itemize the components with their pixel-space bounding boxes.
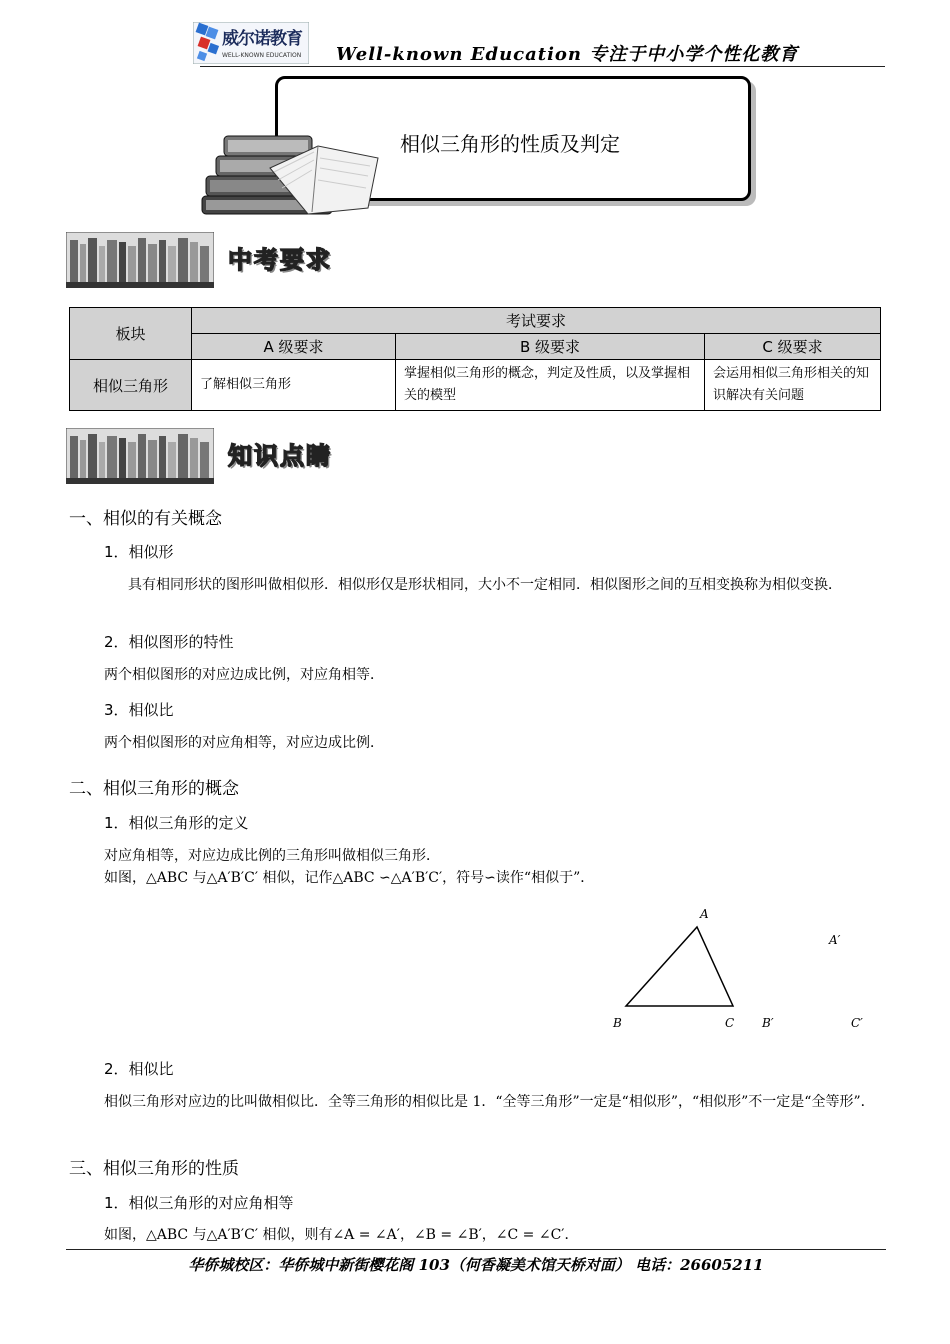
bookshelf-icon (66, 428, 214, 484)
knowledge-points-heading: 知识点睛 (228, 442, 332, 470)
paragraph-2-1-definition: 对应角相等，对应边成比例的三角形叫做相似三角形． (104, 848, 440, 864)
books-icon (200, 128, 400, 222)
table-header-level-c: C 级要求 (705, 334, 881, 360)
exam-requirements-heading: 中考要求 (228, 246, 332, 274)
subheading-1-2: 2．相似图形的特性 (104, 633, 234, 651)
paragraph-2-1-notation: 如图，△ABC 与△A′B′C′ 相似，记作△ABC ∽△A′B′C′，符号∽读作“相似于”． (104, 870, 595, 886)
paragraph-1-1: 具有相同形状的图形叫做相似形．相似形仅是形状相同，大小不一定相同．相似图形之间的互相变换称为相似变换． (128, 577, 842, 593)
table-header-level-b: B 级要求 (396, 334, 705, 360)
page-title: 相似三角形的性质及判定 (400, 132, 620, 156)
section-heading-1: 一、相似的有关概念 (69, 509, 222, 529)
header-slogan: Well-known Education 专注于中小学个性化教育 (336, 44, 799, 65)
table-header-block: 板块 (70, 308, 192, 360)
label-a-prime: A′ (829, 933, 841, 947)
label-b-prime: B′ (762, 1016, 774, 1030)
subheading-2-1: 1．相似三角形的定义 (104, 814, 249, 832)
logo-subtitle: WELL-KNOWN EDUCATION (222, 52, 302, 59)
subheading-2-2: 2．相似比 (104, 1060, 174, 1078)
table-cell-level-a: 了解相似三角形 (192, 360, 396, 411)
logo-text: 威尔诺教育 (222, 29, 302, 49)
similar-triangles-figure (600, 900, 880, 1040)
subheading-1-3: 3．相似比 (104, 701, 174, 719)
table-cell-level-c: 会运用相似三角形相关的知识解决有关问题 (705, 360, 881, 411)
requirements-table (69, 307, 881, 411)
footer-divider (66, 1249, 886, 1250)
paragraph-2-2: 相似三角形对应边的比叫做相似比．全等三角形的相似比是 1．“全等三角形”一定是“相似形”，“相似形”不一定是“全等形”． (104, 1094, 875, 1110)
paragraph-3-1: 如图，△ABC 与△A′B′C′ 相似，则有∠A = ∠A′，∠B = ∠B′，∠C = ∠C′． (104, 1227, 579, 1243)
label-c-prime: C′ (851, 1016, 863, 1030)
paragraph-1-3: 两个相似图形的对应角相等，对应边成比例． (104, 735, 384, 751)
subheading-1-1: 1．相似形 (104, 543, 174, 561)
exam-banner-graphic (66, 232, 214, 292)
label-b: B (613, 1016, 622, 1030)
footer-address: 华侨城校区：华侨城中新街樱花阁 103（何香凝美术馆天桥对面） 电话：26605211 (188, 1256, 764, 1274)
label-a: A (700, 907, 709, 921)
header-divider (200, 66, 885, 67)
table-cell-level-b: 掌握相似三角形的概念，判定及性质，以及掌握相关的模型 (396, 360, 705, 411)
table-header-requirements: 考试要求 (192, 308, 881, 334)
paragraph-1-2: 两个相似图形的对应边成比例，对应角相等． (104, 667, 384, 683)
triangle-abc (626, 927, 733, 1006)
table-row-name: 相似三角形 (70, 360, 192, 411)
bookshelf-icon (66, 232, 214, 288)
section-heading-2: 二、相似三角形的概念 (69, 779, 239, 799)
label-c: C (725, 1016, 735, 1030)
section-heading-3: 三、相似三角形的性质 (69, 1159, 239, 1179)
subheading-3-1: 1．相似三角形的对应角相等 (104, 1194, 294, 1212)
knowledge-banner-graphic (66, 428, 214, 488)
table-header-level-a: A 级要求 (192, 334, 396, 360)
